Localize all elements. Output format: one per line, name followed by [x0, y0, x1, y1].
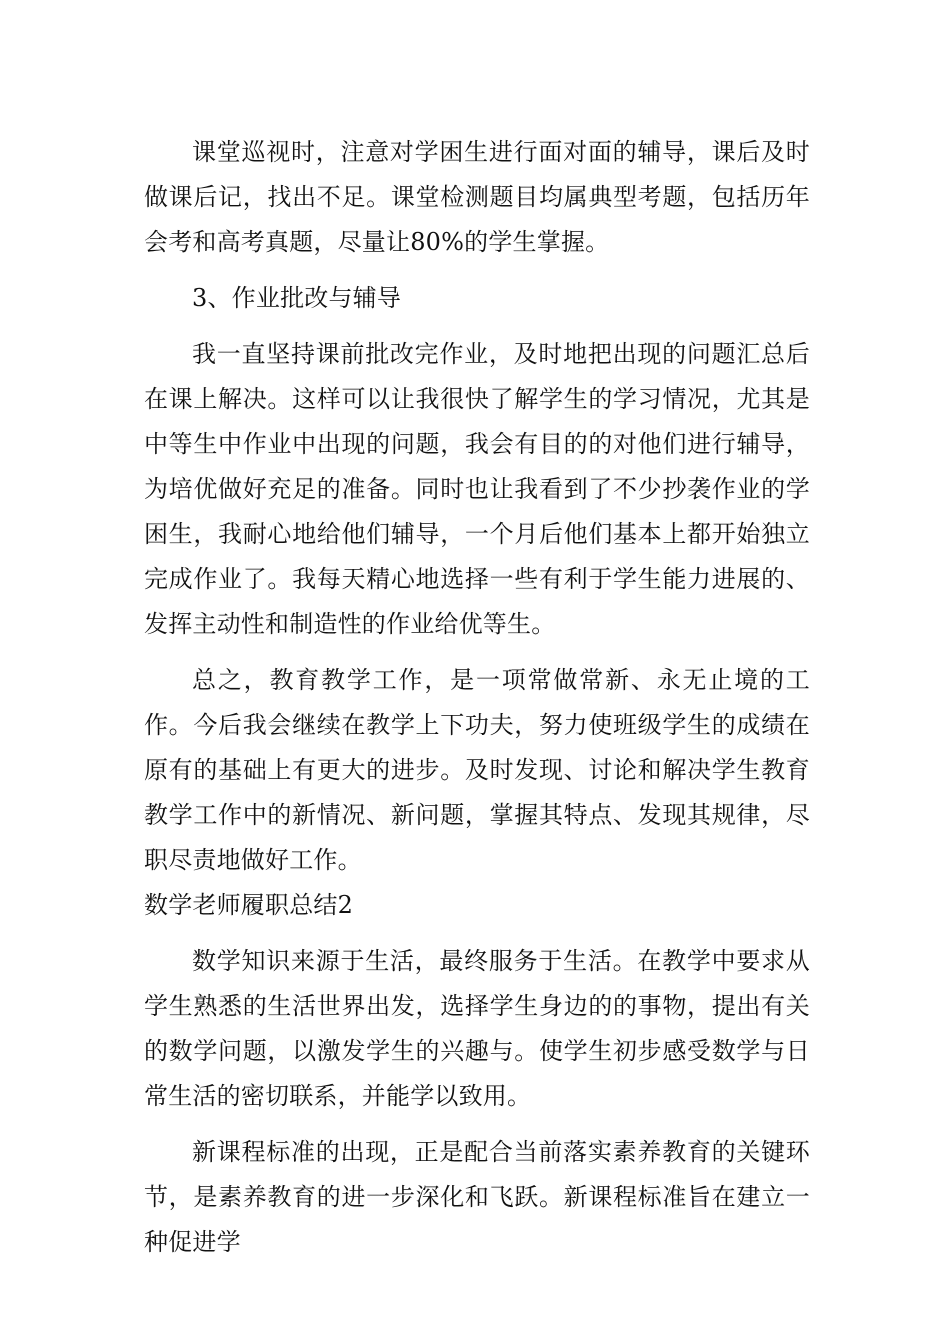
paragraph-classroom-patrol: 课堂巡视时，注意对学困生进行面对面的辅导，课后及时做课后记，找出不足。课堂检测题目均属典型考题，包括历年会考和高考真题，尽量让80%的学生掌握。	[144, 138, 810, 256]
section-title: 数学老师履职总结2	[144, 891, 354, 919]
document-body	[144, 130, 810, 1276]
paragraph-new-curriculum: 新课程标准的出现，正是配合当前落实素养教育的关键环节，是素养教育的进一步深化和飞跃。新课程标准旨在建立一种促进学	[144, 1138, 810, 1256]
paragraph-summary: 总之，教育教学工作，是一项常做常新、永无止境的工作。今后我会继续在教学上下功夫，努力使班级学生的成绩在原有的基础上有更大的进步。及时发现、讨论和解决学生教育教学工作中的新情况、新问题，掌握其特点、发现其规律，尽职尽责地做好工作。	[144, 666, 810, 874]
subheading-homework: 3、作业批改与辅导	[192, 284, 402, 312]
paragraph-math-from-life: 数学知识来源于生活，最终服务于生活。在教学中要求从学生熟悉的生活世界出发，选择学生身边的的事物，提出有关的数学问题，以激发学生的兴趣与。使学生初步感受数学与日常生活的密切联系，并能学以致用。	[144, 947, 810, 1110]
paragraph-homework-grading: 我一直坚持课前批改完作业，及时地把出现的问题汇总后在课上解决。这样可以让我很快了解学生的学习情况，尤其是中等生中作业中出现的问题，我会有目的的对他们进行辅导，为培优做好充足的准备。同时也让我看到了不少抄袭作业的学困生，我耐心地给他们辅导，一个月后他们基本上都开始独立完成作业了。我每天精心地选择一些有利于学生能力进展的、发挥主动性和制造性的作业给优等生。	[144, 340, 810, 638]
